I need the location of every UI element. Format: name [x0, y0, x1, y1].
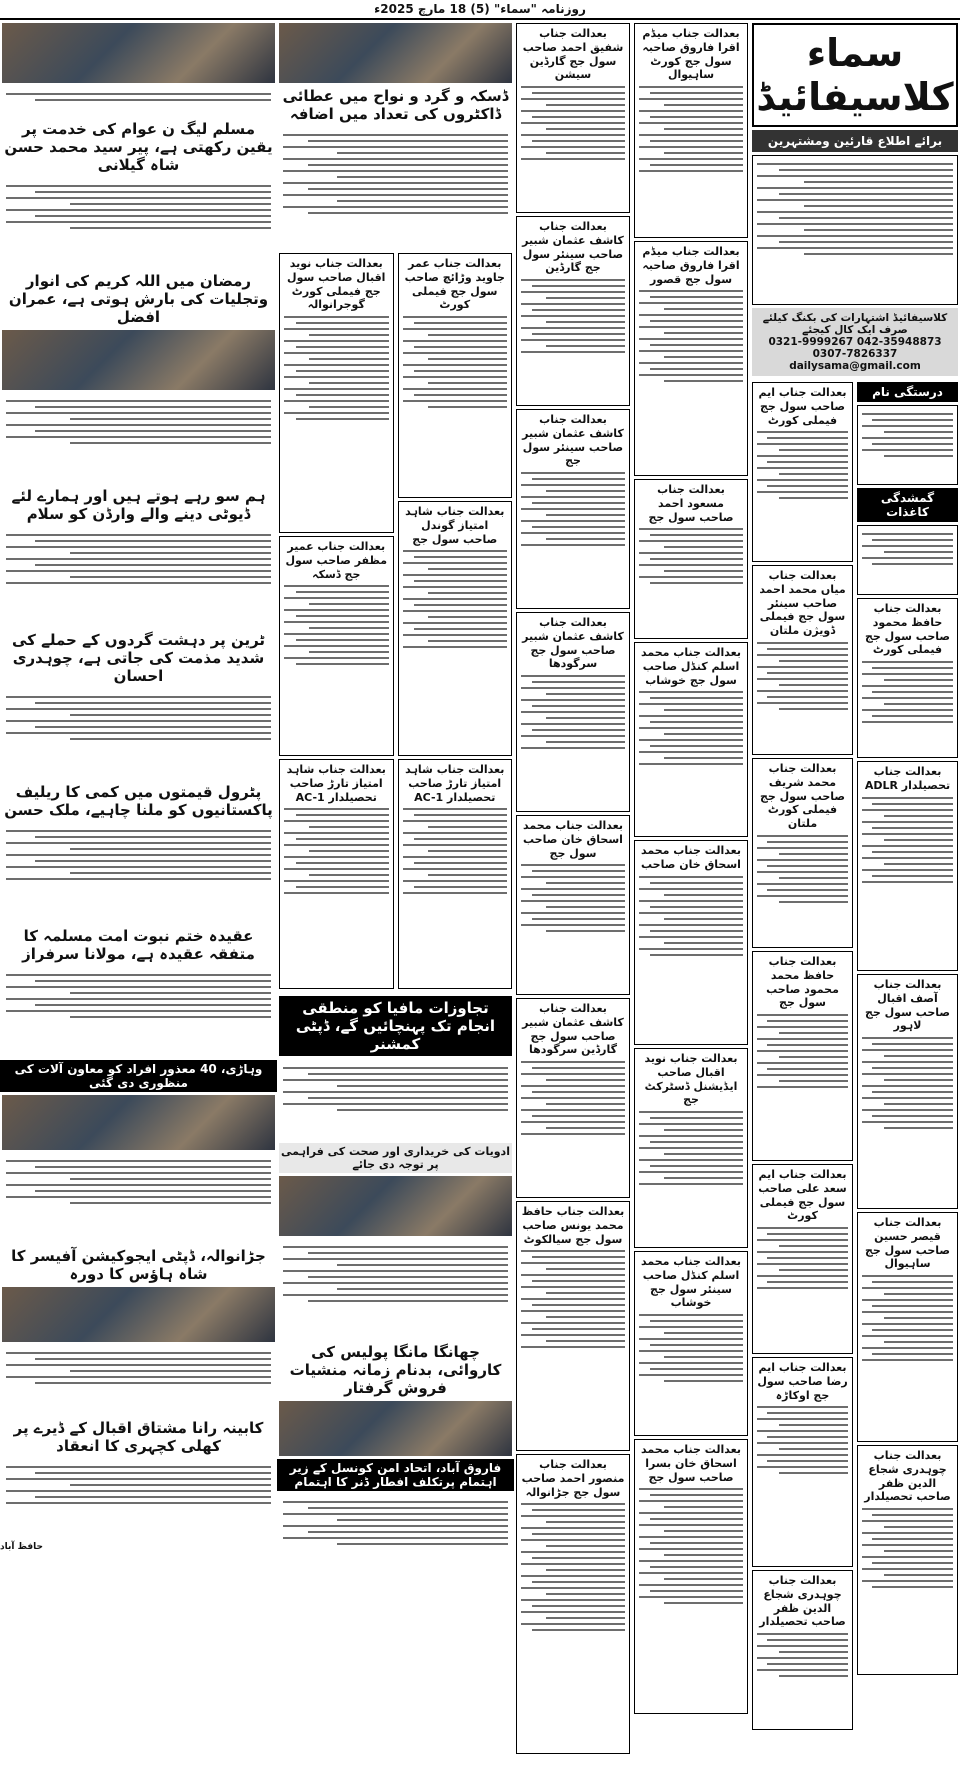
notice-c4-6 — [279, 759, 394, 989]
article-kachehri — [2, 1459, 275, 1539]
headline-ramadan: رمضان میں اللہ کریم کی انوار وتجلیات کی بارش ہوتی ہے، عمران افضل — [8, 272, 269, 326]
headline-medicine: ادویات کی خریداری اور صحت کی فراہمی پر توجہ دی جائے — [279, 1143, 512, 1173]
headline-encroachment: تجاوزات مافیا کو منطقی انجام تک پہنچائیں گے، ڈپٹی کمشنر — [279, 996, 512, 1056]
notice-far-3 — [857, 974, 958, 1209]
group-photo-top-right — [279, 23, 512, 83]
notice-c4-5 — [279, 536, 394, 756]
notice-title: بعدالت جناب منصور احمد صاحب سول جج جڑانوالہ — [521, 1458, 625, 1499]
meeting-photo — [279, 1176, 512, 1236]
article-train — [2, 689, 275, 779]
article-petrol — [2, 823, 275, 923]
ramadan-photo — [2, 330, 275, 390]
lost-docs-notice — [857, 525, 958, 595]
article-disabled — [2, 1153, 275, 1243]
notice-left-4 — [752, 951, 853, 1161]
notice-title: بعدالت جناب ایم سعد علی صاحب سول جج فیملی کورٹ — [758, 1168, 847, 1223]
notice-title: بعدالت جناب کاشف عثمان شبیر صاحب سینئر سول جج گارڈین — [522, 220, 624, 275]
section-lost-docs: گمشدگی کاغذات — [857, 488, 958, 522]
notice-title: بعدالت جناب میاں محمد احمد صاحب سینئر سول جج فیملی ڈویژن ملتان — [759, 569, 846, 637]
notice-c2-3 — [634, 479, 748, 639]
notice-title: بعدالت جناب محمد اسحاق خان صاحب — [641, 844, 741, 871]
headline-pmln: مسلم لیگ ن عوام کی خدمت پر یقین رکھتی ہے، پیر سید محمد حسن شاہ گیلانی — [4, 120, 273, 174]
notice-title: بعدالت جناب کاشف عثمان شبیر صاحب سول جج سرگودھا — [522, 616, 624, 671]
notice-title: بعدالت جناب حافظ محمود صاحب سول جج فیملی کورٹ — [864, 602, 951, 657]
section-name-change: درستگی نام — [857, 382, 958, 402]
notice-title: بعدالت جناب شفیق احمد صاحب سول جج گارڈین سیشن — [522, 27, 624, 82]
article-iftar — [279, 1494, 512, 1584]
notice-left-3 — [752, 758, 853, 948]
classified-title: سماء کلاسیفائیڈ — [752, 23, 958, 127]
classified-phones — [752, 308, 958, 376]
article-education — [2, 1345, 275, 1415]
notice-title: بعدالت جناب محمد اسحاق خان بسرا صاحب سول جج — [641, 1443, 741, 1484]
notice-title: بعدالت جناب کاشف عثمان شبیر صاحب سینئر سول جج — [522, 413, 624, 468]
headline-disabled: وہاڑی، 40 معذور افراد کو معاون آلات کی منظوری دی گئی — [0, 1060, 277, 1092]
masthead — [0, 0, 960, 20]
location-stamp: حافظ آباد — [0, 1542, 43, 1552]
classified-column — [750, 20, 960, 1770]
name-change-notice — [857, 405, 958, 485]
notice-title: بعدالت جناب تحصیلدار ADLR — [864, 765, 951, 792]
notice-title: بعدالت جناب شاہد امتیاز تارڑ صاحب تحصیلدار AC-1 — [286, 763, 386, 804]
notice-title: بعدالت جناب قیصر حسین صاحب سول جج ساہیوال — [864, 1216, 951, 1271]
news-center-column — [277, 20, 514, 1770]
headline-kachehri: کابینہ رانا مشتاق اقبال کے ڈیرے پر کھلی کچہری کا انعقاد — [13, 1419, 264, 1455]
notice-c3-6 — [516, 998, 630, 1198]
notice-title: بعدالت جناب چوہدری شجاع الدین ظفر صاحب تحصیلدار — [864, 1449, 951, 1504]
notice-c3-1 — [516, 23, 630, 213]
article-ramadan — [2, 393, 275, 483]
notice-title: بعدالت جناب حافظ محمد یونس صاحب سول جج سیالکوٹ — [521, 1205, 625, 1246]
notice-far-1 — [857, 598, 958, 758]
notice-title: بعدالت جناب محمد اسلم کنڈل صاحب سینئر سول جج خوشاب — [641, 1255, 741, 1310]
classified-subtitle: برائے اطلاع قارئین ومشتہرین — [752, 130, 958, 152]
article-khatm — [2, 967, 275, 1057]
article-wardens — [2, 527, 275, 627]
notice-title: بعدالت جناب ایم رضا صاحب سول جج اوکاڑہ — [757, 1361, 848, 1402]
notice-c3-5 — [516, 815, 630, 995]
notice-c4-1 — [398, 253, 513, 498]
notice-far-5 — [857, 1445, 958, 1675]
masthead-text: روزنامہ "سماء" (5) 18 مارچ 2025ء — [374, 2, 586, 16]
notice-title: بعدالت جناب حافظ محمد محمود صاحب سول جج — [766, 955, 839, 1010]
notice-title: بعدالت جناب محمد اسحاق خان صاحب سول جج — [523, 819, 623, 860]
notice-title: بعدالت جناب نوید اقبال صاحب ایڈیشنل ڈسٹرکٹ جج — [644, 1052, 738, 1107]
notice-title: بعدالت جناب عمر جاوید وڑائچ صاحب سول جج فیملی کورٹ — [404, 257, 505, 312]
notice-c3-4 — [516, 612, 630, 812]
classified-info — [752, 155, 958, 305]
notice-c2-2 — [634, 241, 748, 476]
notice-c3-2 — [516, 216, 630, 406]
police-photo — [279, 1401, 512, 1456]
notice-left-6 — [752, 1357, 853, 1567]
notice-left-7 — [752, 1570, 853, 1730]
headline-khatm: عقیدہ ختم نبوت امت مسلمہ کا متفقہ عقیدہ ہے، مولانا سرفراز — [22, 927, 255, 963]
group-photo-top-left — [2, 23, 275, 83]
headline-doctors: ڈسکہ و گرد و نواح میں عطائی ڈاکٹروں کی تعداد میں اضافہ — [282, 87, 509, 123]
notice-title: بعدالت جناب شاہد امتیاز گوندل صاحب سول جج — [405, 505, 505, 546]
notice-c4-4 — [398, 759, 513, 989]
notices-column-3 — [514, 20, 632, 1770]
notice-title: بعدالت جناب ایم صاحب سول جج فیملی کورٹ — [758, 386, 847, 427]
notice-c2-5 — [634, 840, 748, 1045]
notice-c2-7 — [634, 1251, 748, 1436]
headline-iftar: فاروق آباد، اتحاد امن کونسل کے زیر اہتمام پرتکلف افطار ڈنر کا اہتمام — [277, 1459, 514, 1491]
headline-wardens: ہم سو رہے ہوتے ہیں اور ہمارے لئے ڈیوٹی دینے والے وارڈن کو سلام — [11, 487, 266, 523]
notice-title: بعدالت جناب میڈم اقرا فاروق صاحبہ سول جج قصور — [642, 245, 740, 286]
article-pmln — [2, 178, 275, 268]
notice-title: بعدالت جناب محمد شریف صاحب سول جج فیملی کورٹ ملتان — [759, 762, 846, 830]
article-doctors — [279, 127, 512, 247]
notice-c2-8 — [634, 1439, 748, 1714]
headline-petrol: پٹرول قیمتوں میں کمی کا ریلیف پاکستانیوں کو ملنا چاہیے، ملک حسن — [4, 783, 273, 819]
notice-c2-1 — [634, 23, 748, 238]
notice-title: بعدالت جناب کاشف عثمان شبیر صاحب سول جج گارڈین سرگودھا — [522, 1002, 624, 1057]
notice-left-2 — [752, 565, 853, 755]
phone-numbers: 042-35948873 0321-9999267 0307-7826337 — [768, 336, 942, 360]
notice-c3-8 — [516, 1454, 630, 1754]
notice-title: بعدالت جناب میڈم اقرا فاروق صاحبہ سول جج کورٹ ساہیوال — [642, 27, 740, 82]
notice-title: بعدالت جناب نوید اقبال صاحب سول جج فیملی کورٹ گوجرانوالہ — [287, 257, 386, 312]
bank-label: کلاسیفائیڈ اشتہارات کی بکنگ کیلئے صرف ایک کال کیجئے — [762, 312, 948, 336]
notices-column-2 — [632, 20, 750, 1770]
notice-title: بعدالت جناب شاہد امتیاز تارڑ صاحب تحصیلدار AC-1 — [405, 763, 505, 804]
notice-c3-7 — [516, 1201, 630, 1451]
notice-far-4 — [857, 1212, 958, 1442]
headline-police: چھانگا مانگا پولیس کی کاروائی، بدنام زمانہ منشیات فروش گرفتار — [289, 1343, 502, 1397]
email-address: dailysama@gmail.com — [789, 360, 921, 372]
photo-caption — [2, 86, 275, 116]
notice-title: بعدالت جناب عمیر مظفر صاحب سول جج ڈسکہ — [285, 540, 388, 581]
notice-title: بعدالت جناب مسعود احمد صاحب سول جج — [648, 483, 734, 524]
disabled-photo — [2, 1095, 275, 1150]
headline-train: ٹرین پر دہشت گردوں کے حملے کی شدید مذمت کی جاتی ہے، چوہدری احسان — [11, 631, 266, 685]
notice-title: بعدالت جناب محمد اسلم کنڈل صاحب سول جج خوشاب — [641, 646, 741, 687]
notice-c4-3 — [398, 501, 513, 756]
notice-left-5 — [752, 1164, 853, 1354]
education-photo — [2, 1287, 275, 1342]
notice-c4-2 — [279, 253, 394, 533]
notice-title: بعدالت جناب آصف اقبال صاحب سول جج لاہور — [864, 978, 951, 1033]
news-left-column — [0, 20, 277, 1770]
notice-title: بعدالت جناب چوہدری شجاع الدین ظفر صاحب تحصیلدار — [759, 1574, 846, 1629]
notice-far-2 — [857, 761, 958, 971]
notice-c3-3 — [516, 409, 630, 609]
notice-c2-4 — [634, 642, 748, 837]
headline-education: جڑانوالہ، ڈپٹی ایجوکیشن آفیسر کا شاہ ہاؤس کا دورہ — [11, 1247, 266, 1283]
notice-left-1 — [752, 382, 853, 562]
article-medicine — [279, 1239, 512, 1339]
notice-c2-6 — [634, 1048, 748, 1248]
article-encroachment — [279, 1060, 512, 1140]
